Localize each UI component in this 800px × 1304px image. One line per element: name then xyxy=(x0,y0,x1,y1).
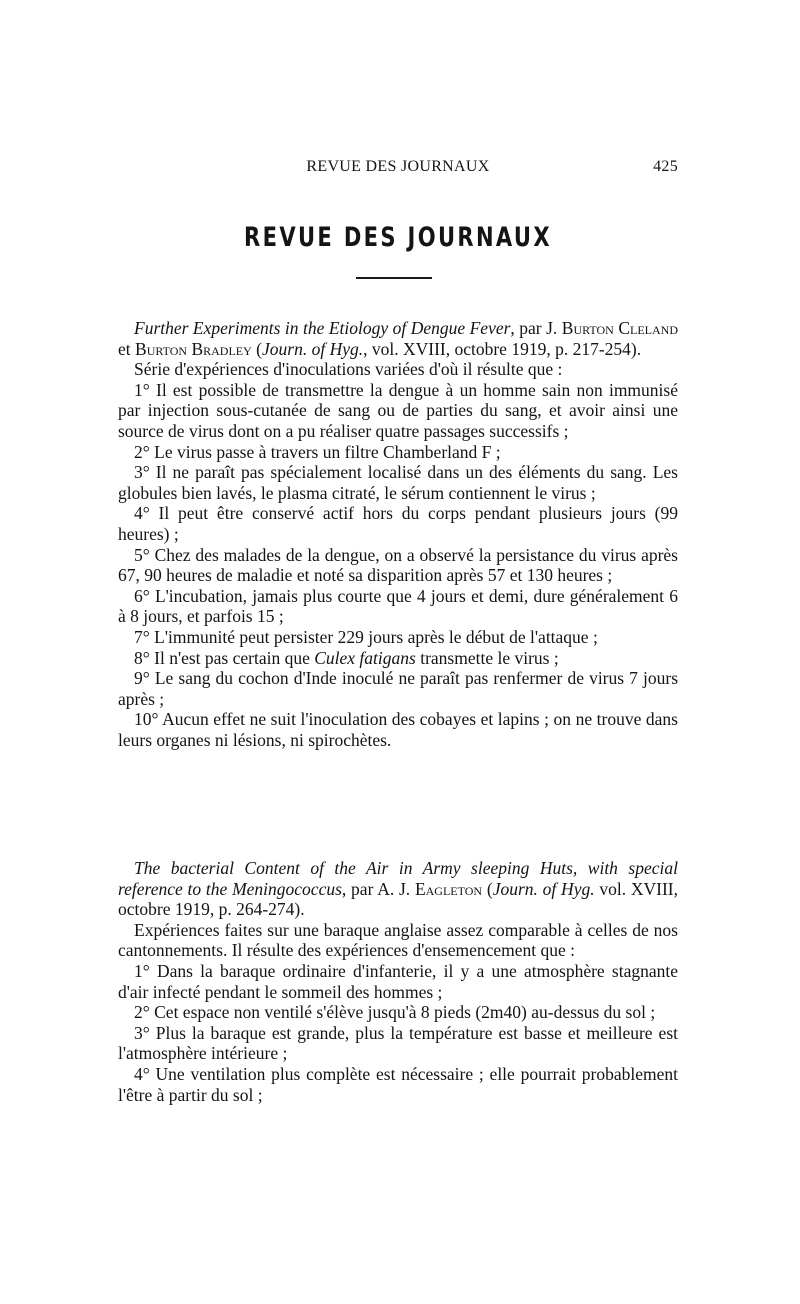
list-item: 1° Dans la baraque ordinaire d'infanterie, il y a une atmosphère stagnante d'air infecté pendant le sommeil des hommes ; xyxy=(118,960,678,1002)
intro-paragraph: Expériences faites sur une baraque anglaise assez comparable à celles de nos cantonnements. Il résulte des expériences d'ensemencement que : xyxy=(118,919,678,961)
page-number: 425 xyxy=(653,158,678,175)
list-item: 10° Aucun effet ne suit l'inoculation des cobayes et lapins ; on ne trouve dans leurs organes ni lésions, ni spirochètes. xyxy=(118,709,678,750)
article-citation: The bacterial Content of the Air in Army sleeping Huts, with special reference to the Meningococcus, par A. J. Eagleton (Journ. of Hyg. vol. XVIII, octobre 1919, p. 264-274). xyxy=(118,858,679,920)
author: Eagleton xyxy=(414,878,483,899)
list-item: 1° Il est possible de transmettre la dengue à un homme sain non immunisé par injection sous-cutanée de sang ou de parties du sang, et avoir ainsi une source de virus dont on a pu réaliser quatre passages successifs ; xyxy=(118,379,678,441)
journal-name: Journ. of Hyg. xyxy=(262,338,364,359)
article-citation: Further Experiments in the Etiology of Dengue Fever, par J. Burton Cleland et Burton Bradley (Journ. of Hyg., vol. XVIII, octobre 1919, p. 217-254). xyxy=(118,318,678,359)
section-title: REVUE DES JOURNAUX xyxy=(244,222,552,253)
journal-name: Journ. of Hyg. xyxy=(492,878,595,899)
list-item: 2° Le virus passe à travers un filtre Chamberland F ; xyxy=(134,441,501,462)
list-item: 3° Plus la baraque est grande, plus la température est basse et meilleure est l'atmosphère intérieure ; xyxy=(118,1022,678,1064)
list-item: 3° Il ne paraît pas spécialement localisé dans un des éléments du sang. Les globules bien lavés, le plasma citraté, le sérum contiennent le virus ; xyxy=(118,462,678,503)
list-item: 2° Cet espace non ventilé s'élève jusqu'à 8 pieds (2m40) au-dessus du sol ; xyxy=(134,1002,656,1023)
list-item: 8° Il n'est pas certain que Culex fatigans transmette le virus ; xyxy=(134,647,559,668)
reference: , vol. XVIII, octobre 1919, p. 217-254). xyxy=(363,338,642,359)
running-head-title: REVUE DES JOURNAUX xyxy=(306,158,490,175)
list-item: 4° Il peut être conservé actif hors du corps pendant plusieurs jours (99 heures) ; xyxy=(118,503,678,544)
author: Burton Cleland xyxy=(561,318,678,338)
reference: vol. XVIII, octobre 1919, p. 264-274). xyxy=(118,878,679,920)
intro-paragraph: Série d'expériences d'inoculations variées d'où il résulte que : xyxy=(134,359,563,380)
list-item: 7° L'immunité peut persister 229 jours après le début de l'attaque ; xyxy=(134,626,598,647)
list-item: 9° Le sang du cochon d'Inde inoculé ne paraît pas renfermer de virus 7 jours après ; xyxy=(118,668,678,709)
article-title: Further Experiments in the Etiology of Dengue Fever xyxy=(134,318,511,338)
running-head xyxy=(118,158,678,180)
list-item: 6° L'incubation, jamais plus courte que 4 jours et demi, dure généralement 6 à 8 jours, et parfois 15 ; xyxy=(118,585,678,627)
species-name: Culex fatigans xyxy=(314,647,416,668)
title-rule xyxy=(356,277,432,279)
author: Burton Bradley xyxy=(135,338,252,359)
article-title: The bacterial Content of the Air in Army sleeping Huts, with special reference to the Meningococcus xyxy=(118,858,678,899)
article-dengue xyxy=(118,318,678,750)
list-item: 5° Chez des malades de la dengue, on a observé la persistance du virus après 67, 90 heures de maladie et noté sa disparition après 57 et 130 heures ; xyxy=(118,544,678,586)
article-army-huts xyxy=(118,858,678,1105)
list-item: 4° Une ventilation plus complète est nécessaire ; elle pourrait probablement l'être à partir du sol ; xyxy=(118,1063,678,1105)
